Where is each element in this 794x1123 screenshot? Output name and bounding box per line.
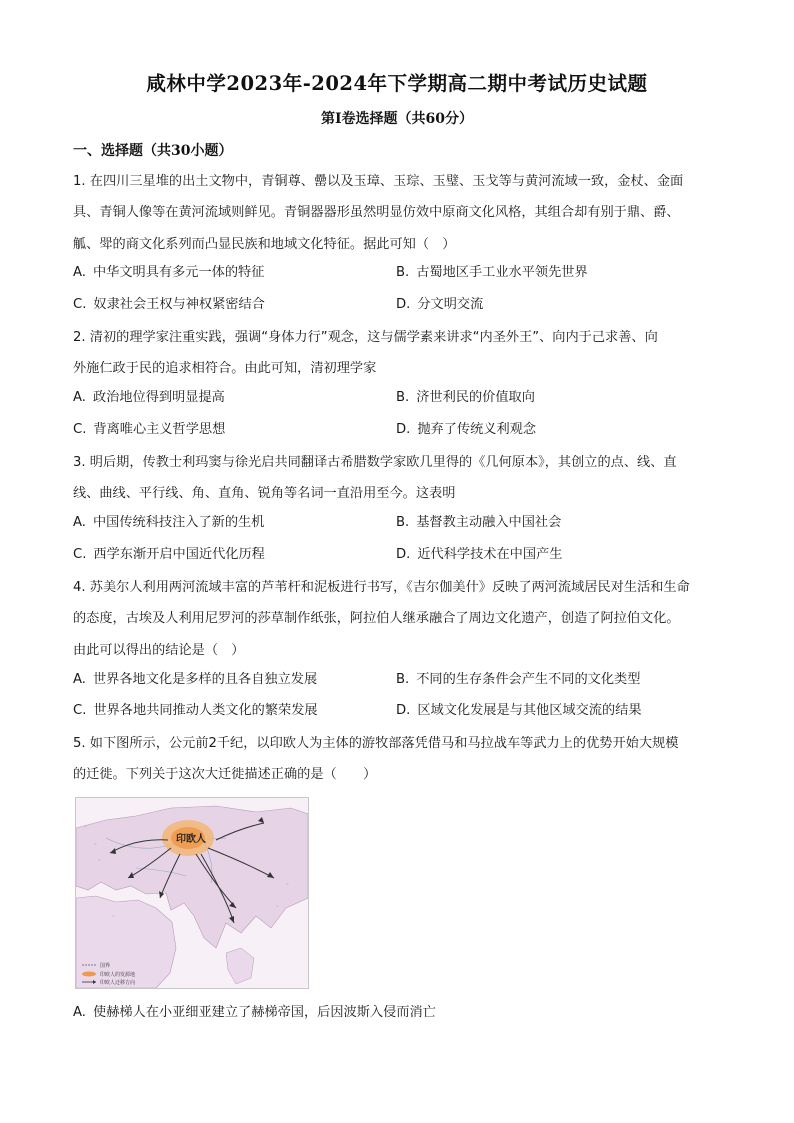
stem-line: 的态度，古埃及人利用尼罗河的莎草制作纸张，阿拉伯人继承融合了周边文化遗产，创造了阿拉伯文化。 [73,611,680,627]
stem-line: 觚、斝的商文化系列而凸显民族和地域文化特征。据此可知（ ） [73,236,456,252]
question-2-option-b[interactable]: B. 济世利民的价值取向 [396,390,535,405]
stem-line: 1. 在四川三星堆的出土文物中，青铜尊、罍以及玉璋、玉琮、玉璧、玉戈等与黄河流域一致，金杖、金面 [73,174,684,189]
question-2-stem [73,322,723,385]
stem-line: 3. 明后期，传教士利玛窦与徐光启共同翻译古希腊数学家欧几里得的《几何原本》，其创立的点、线、直 [73,455,677,470]
question-4-option-a[interactable]: A. 世界各地文化是多样的且各自独立发展 [73,672,318,687]
question-1-option-d[interactable]: D. 分文明交流 [396,297,484,312]
question-4-option-c[interactable]: C. 世界各地共同推动人类文化的繁荣发展 [73,703,318,718]
stem-line: 2. 清初的理学家注重实践，强调“身体力行”观念，这与儒学素来讲求“内圣外王”、向内于己求善、向 [73,330,658,345]
stem-line: 外施仁政于民的追求相符合。由此可知，清初理学家 [73,361,377,377]
homeland-label: 印欧人 [176,834,206,845]
question-3-option-c[interactable]: C. 西学东渐开启中国近代化历程 [73,547,265,562]
stem-line: 线、曲线、平行线、角、直角、锐角等名词一直沿用至今。这表明 [73,486,456,502]
stem-line: 5. 如下图所示，公元前2千纪，以印欧人为主体的游牧部落凭借马和马拉战车等武力上的优势开始大规模 [73,736,679,751]
section-heading: 一、选择题（共30小题） [73,143,233,159]
question-4-stem [73,572,723,666]
question-2-option-c[interactable]: C. 背离唯心主义哲学思想 [73,422,226,437]
exam-subtitle: 第Ⅰ卷选择题（共60分） [320,111,474,127]
question-1-option-c[interactable]: C. 奴隶社会王权与神权紧密结合 [73,297,265,312]
question-4-option-d[interactable]: D. 区域文化发展是与其他区域交流的结果 [396,703,642,718]
question-1-option-a[interactable]: A. 中华文明具有多元一体的特征 [73,265,265,280]
question-1-option-b[interactable]: B. 古蜀地区手工业水平领先世界 [396,265,588,280]
svg-text:◦: ◦ [98,858,101,864]
svg-text:◦: ◦ [276,904,279,910]
question-2-option-d[interactable]: D. 抛弃了传统义利观念 [396,422,537,437]
svg-text:◦: ◦ [84,824,87,830]
question-1-stem [73,166,723,260]
question-3-option-d[interactable]: D. 近代科学技术在中国产生 [396,547,563,562]
question-5-stem [73,728,723,791]
stem-line: 4. 苏美尔人利用两河流域丰富的芦苇杆和泥板进行书写，《吉尔伽美什》反映了两河流域居民对生活和生命 [73,580,690,595]
question-4-option-b[interactable]: B. 不同的生存条件会产生不同的文化类型 [396,672,641,687]
question-3-option-b[interactable]: B. 基督教主动融入中国社会 [396,515,562,530]
question-5-option-a[interactable]: A. 使赫梯人在小亚细亚建立了赫梯帝国，后因波斯入侵而消亡 [73,1005,436,1020]
legend-direction: 印欧人迁移方向 [100,980,136,986]
question-3-option-a[interactable]: A. 中国传统科技注入了新的生机 [73,515,265,530]
stem-line: 具、青铜人像等在黄河流域则鲜见。青铜器器形虽然明显仿效中原商文化风格，其组合却有别于鼎、爵、 [73,205,680,221]
svg-text:◦: ◦ [94,842,97,848]
exam-title: 咸林中学2023年-2024年下学期高二期中考试历史试题 [146,72,648,95]
question-2-option-a[interactable]: A. 政治地位得到明显提高 [73,390,225,405]
stem-line: 的迁徙。下列关于这次大迁徙描述正确的是（ ） [73,767,377,783]
svg-text:◦: ◦ [112,914,115,920]
migration-map [75,797,309,989]
question-3-stem [73,447,723,510]
migration-map-graphic [76,798,308,988]
stem-line: 由此可以得出的结论是（ ） [73,642,245,658]
svg-text:◦: ◦ [286,882,289,888]
legend-border: 国界 [100,963,111,969]
legend-homeland: 印欧人的发源地 [100,972,136,978]
